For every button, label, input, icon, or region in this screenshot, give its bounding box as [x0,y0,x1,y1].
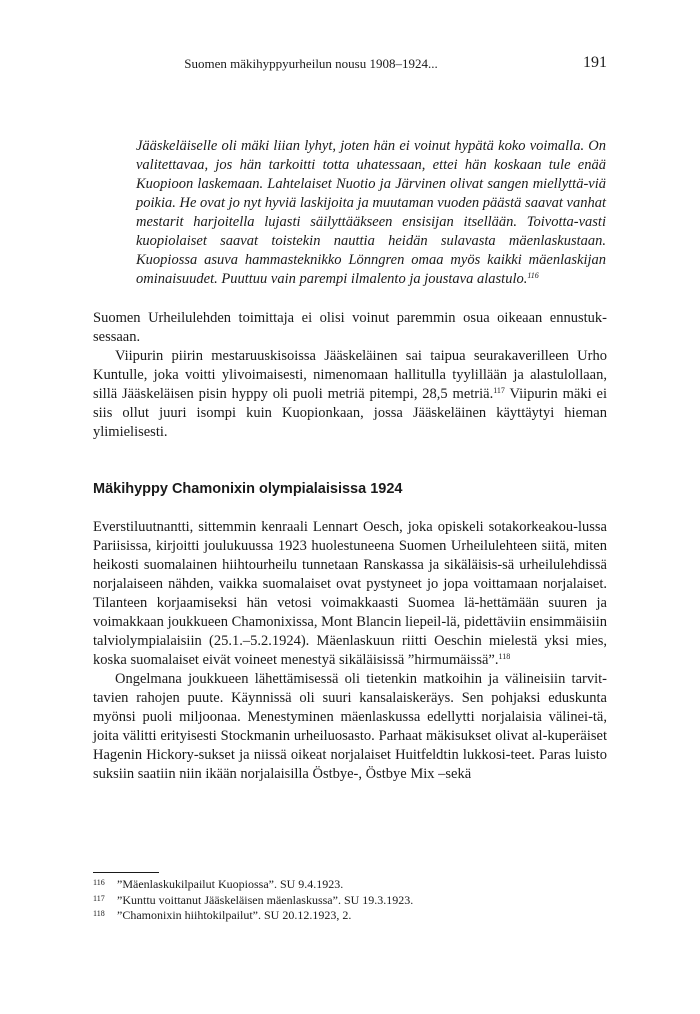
footnote-number: 118 [93,909,105,918]
block-quote [136,137,606,289]
footnote-divider [93,872,159,873]
body-section-1 [93,309,607,442]
footnotes [93,877,607,924]
body-section-2 [93,518,607,784]
paragraph: Ongelmana joukkueen lähettämisessä oli tietenkin matkoihin ja välineisiin tarvit-tavien rahojen puute. Käynnissä oli suuri kansalaiskeräys. Sen pohjaksi eduskunta myönsi puoli miljoonaa. Menestyminen mäenlaskussa edellytti norjalaisia välinei-tä, joita välitti erityisesti Stockmanin urheiluosasto. Parhaat mäkisukset olivat al-kuperäiset Hagenin Hickory-sukset ja niissä oikeat norjalaiset Huitfeldtin lukkosi-teet. Paras luisto suksiin saatiin niin ikään norjalaisilla Östbye-, Östbye Mix –sekä [93,671,607,782]
footnote-text: ”Chamonixin hiihtokilpailut”. SU 20.12.1923, 2. [117,908,352,922]
footnote-ref-118[interactable]: 118 [498,652,511,661]
footnote-ref-116[interactable]: 116 [527,271,539,280]
footnote-number: 116 [93,878,105,887]
footnote-text: ”Mäenlaskukilpailut Kuopiossa”. SU 9.4.1923. [117,877,344,891]
footnote-ref-117[interactable]: 117 [493,386,505,395]
footnote-118 [93,908,607,924]
paragraph-text: Everstiluutnantti, sittemmin kenraali Lennart Oesch, joka opiskeli sotakorkeakou-lussa Pariisissa, kirjoitti joulukuussa 1923 huolestuneena Suomen Urheilulehteen siitä, miten heikosti suomalainen hiihtourheilu tunnetaan Ranskassa ja sikäläisis-sä urheilulehdissä norjalaiseen nähden, vaikka suomalaiset ovat pystyneet jo jopa voittamaan norjalaiset. Tilanteen korjaamiseksi hän vetosi voimakkaasti Suomea lä-hettämään suuren ja voimakkaan joukkueen Chamonixissa, Mont Blancin liepeil-lä, pidettäviin ensimmäisiin talviolympialaisiin (25.1.–5.2.1924). Mäenlaskuun riitti Oeschin mielestä yksi mies, koska suomalaiset eivät voineet menestyä sikäläisissä ”hirmumäissä”. [93,519,607,668]
paragraph [93,518,607,670]
quote-text: Jääskeläiselle oli mäki liian lyhyt, joten hän ei voinut hypätä koko voimalla. On valitettavaa, jos hän tarkoitti totta uhatessaan, ettei hän koskaan tule enää Kuopioon laskemaan. Lahtelaiset Nuotio ja Järvinen olivat sangen miellyttä-viä poikia. He ovat jo nyt hyviä laskijoita ja muutaman vuoden päästä saavat vanhat mestarit harjoitella lujasti säilyttääkseen ensisijan itsellään. Toivotta-vasti kuopiolaiset saavat toistekin nauttia heidän sulavasta mäenlaskustaan. Kuopiossa asuva hammasteknikko Lönngren omaa myös kaikki mäenlaskijan ominaisuudet. Puuttuu vain parempi ilmalento ja joustava alastulo. [136,138,606,287]
running-title: Suomen mäkihyppyurheilun nousu 1908–1924... [184,56,438,71]
paragraph-text: Viipurin piirin mestaruuskisoissa Jääskeläinen sai taipua seurakaverilleen Urho Kuntulle, joka voitti ylivoimaisesti, nimenomaan hallitulla tyylillään ja alastulollaan, sillä Jääskeläisen pisin hyppy oli puoli metriä pitempi, 28,5 metriä. [93,348,607,402]
section-heading: Mäkihyppy Chamonixin olympialaisissa 1924 [93,481,403,497]
footnote-number: 117 [93,893,105,903]
running-header [93,54,607,74]
page-number: 191 [583,54,607,71]
paragraph-text: Viipurin mäki ei siis ollut juuri isompi kuin Kuopionkaan, jossa Jääskeläinen käyttäytyi hieman ylimielisesti. [93,386,607,440]
paragraph [93,347,607,442]
footnote-text: ”Kunttu voittanut Jääskeläisen mäenlaskussa”. SU 19.3.1923. [117,892,414,907]
footnote-117 [93,893,607,909]
paragraph: Suomen Urheilulehden toimittaja ei olisi voinut paremmin osua oikeaan ennustuk-sessaan. [93,310,607,345]
footnote-116 [93,877,607,893]
